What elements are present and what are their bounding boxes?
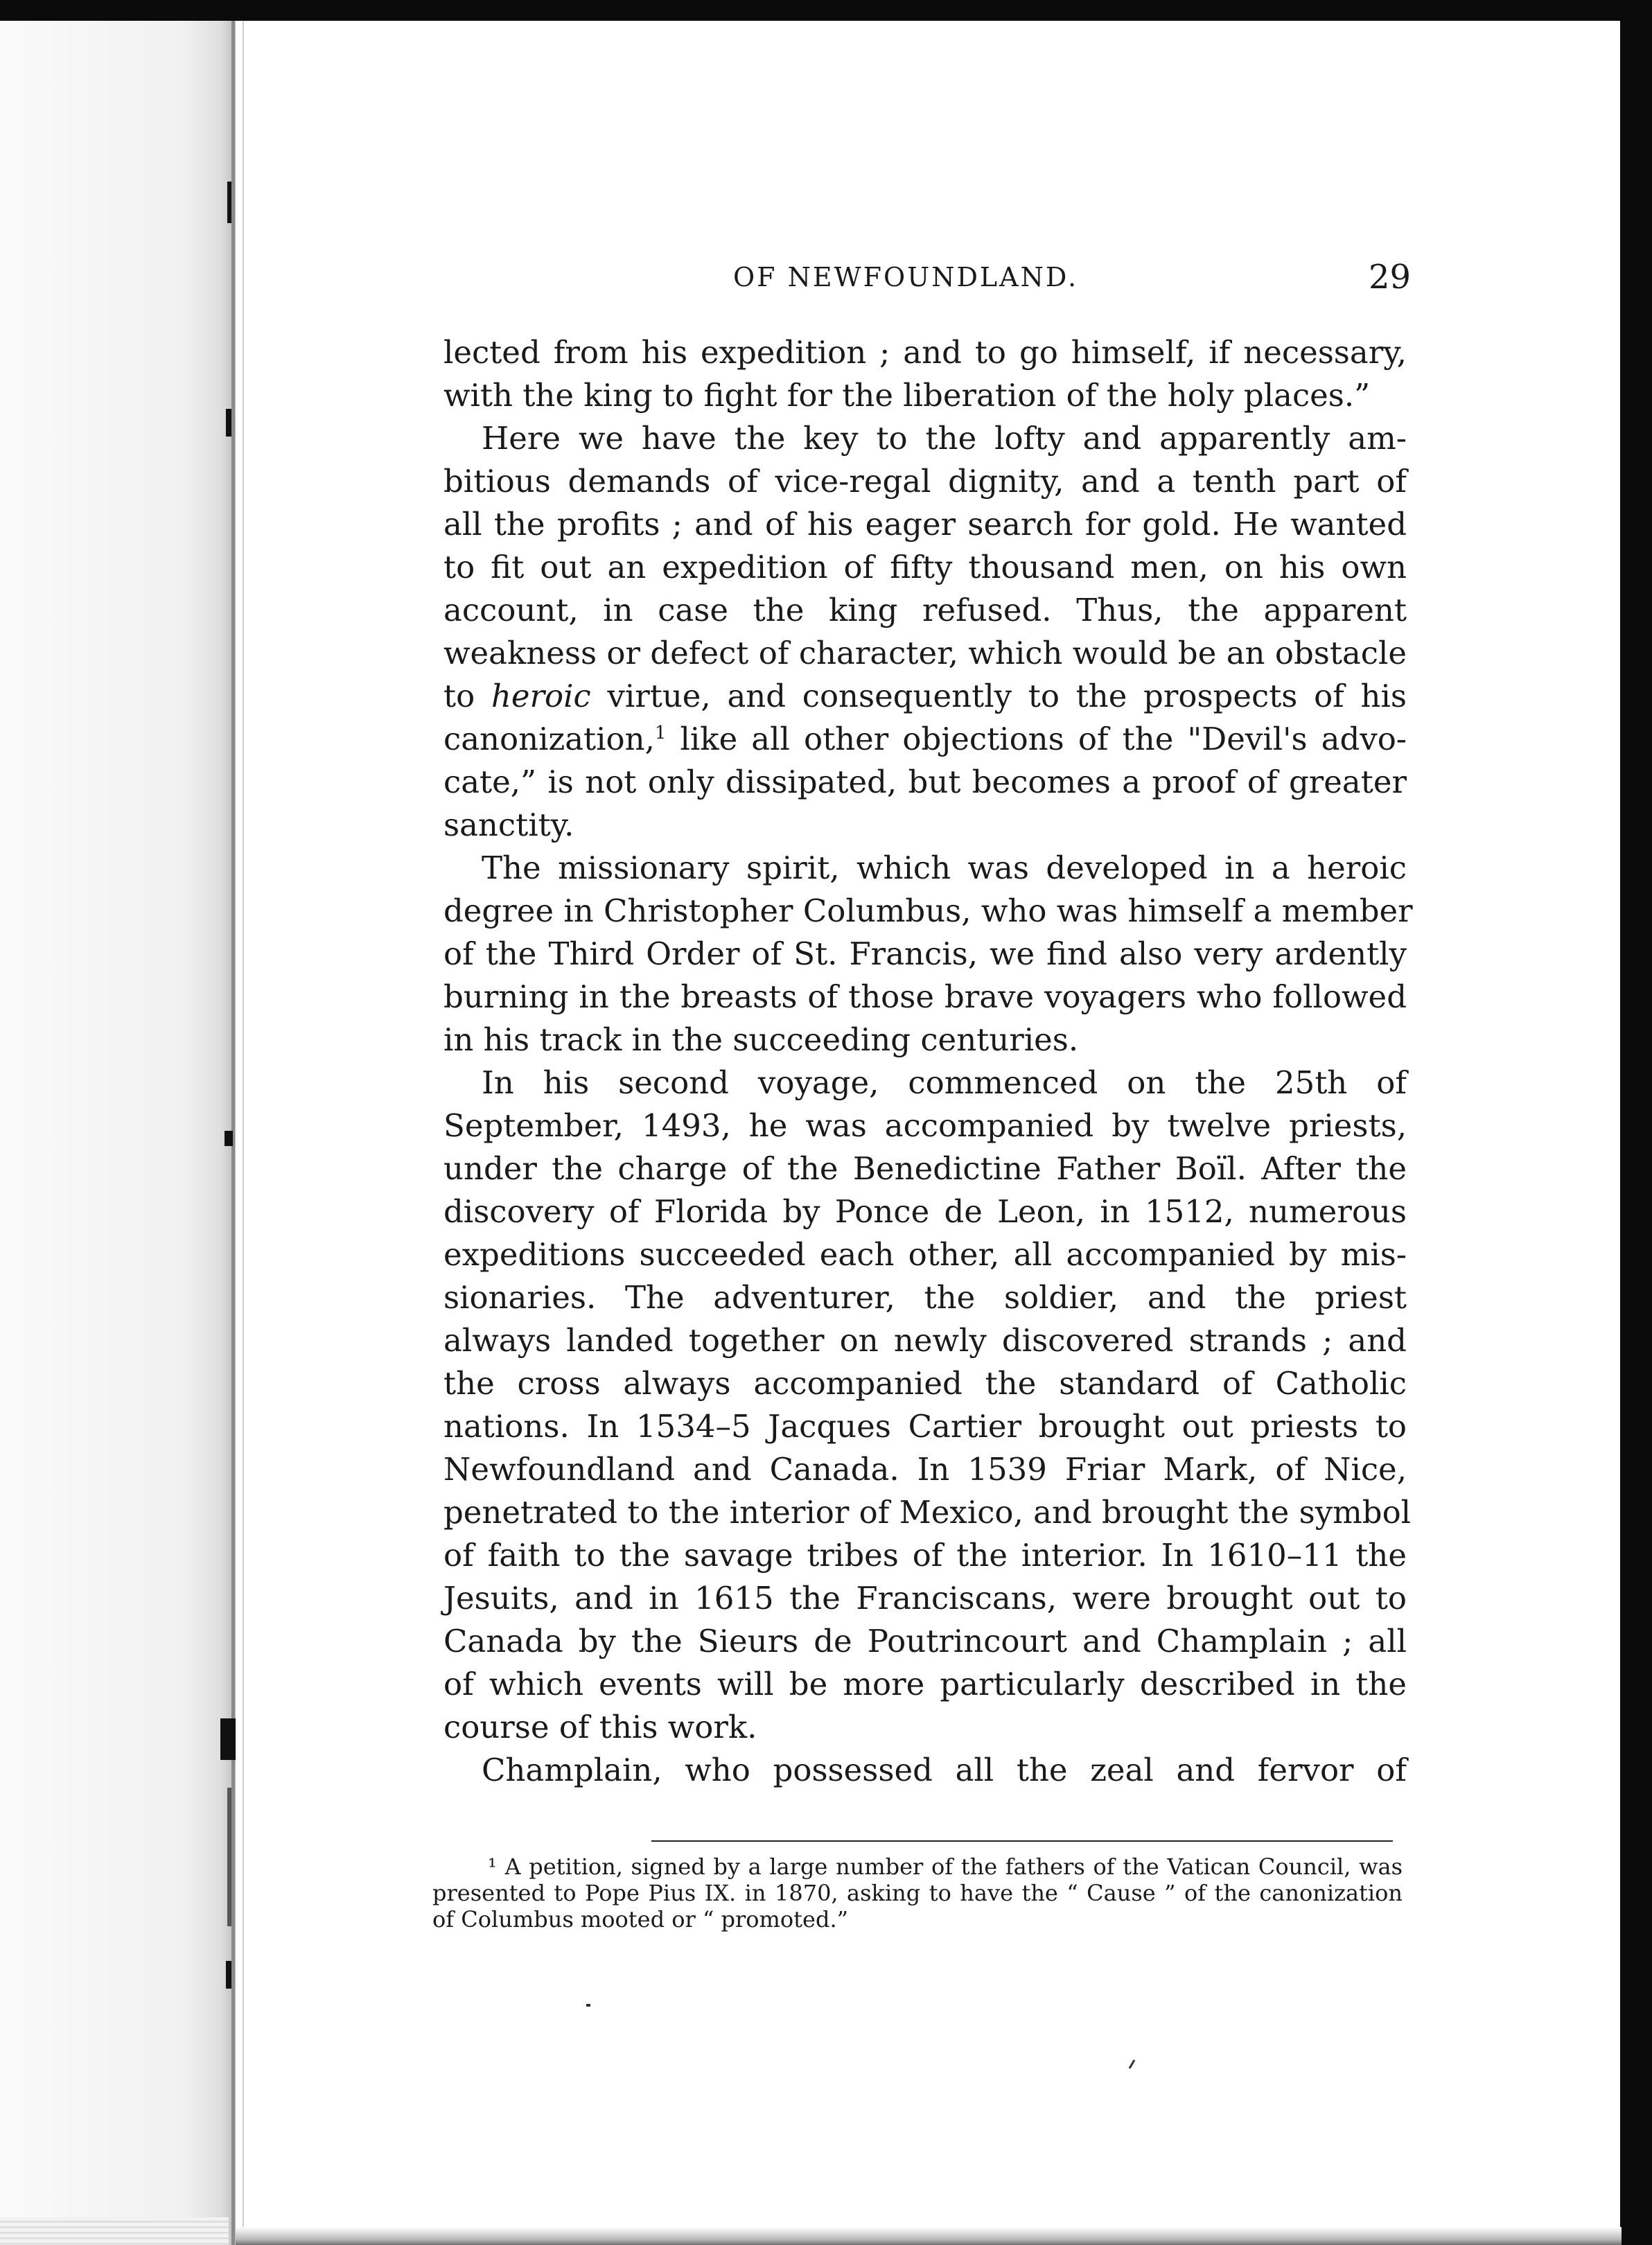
text-line: with the king to fight for the liberation of the holy places.” [443,377,1371,414]
binding-mark [225,1131,233,1146]
text-line: cate,” is not only dissipated, but becomes a proof of greater [443,764,1407,800]
text-line: weakness or defect of character, which would be an obstacle [443,635,1407,671]
text-line: Jesuits, and in 1615 the Franciscans, were brought out to [443,1580,1407,1617]
facing-page-edge [0,21,236,2245]
text-line: Champlain, who possessed all the zeal and fervor of [482,1752,1407,1788]
footnote-marker: 1 [654,723,667,743]
binding-mark [227,182,231,223]
text-line: nations. In 1534–5 Jacques Cartier brought out priests to [443,1408,1407,1445]
binding-mark [227,1788,231,1926]
text-line: in his track in the succeeding centuries. [443,1021,1079,1058]
text-line: sanctity. [443,807,574,843]
text-line: sionaries. The adventurer, the soldier, and the priest [443,1279,1407,1316]
text-line: of faith to the savage tribes of the interior. In 1610–11 the [443,1537,1407,1574]
text-line: The missionary spirit, which was developed in a heroic [482,849,1407,886]
text-line: to fit out an expedition of fifty thousand men, on his own [443,549,1407,586]
text-line: all the profits ; and of his eager search for gold. He wanted [443,506,1407,543]
binding-mark [226,409,231,437]
facing-page-bottom-edge [0,2217,229,2245]
footnote [432,1854,1403,1933]
emphasis: heroic [491,678,591,714]
text-line: course of this work. [443,1709,757,1745]
text-line: of which events will be more particularly described in the [443,1666,1407,1702]
binding-mark [220,1718,236,1760]
scan-speck [1129,2059,1136,2069]
running-title: OF NEWFOUNDLAND. [733,262,1079,292]
footnote-line: of Columbus mooted or “ promoted.” [432,1906,848,1933]
text-line: expeditions succeeded each other, all accompanied by mis- [443,1236,1407,1273]
running-header [0,258,1652,303]
text-line: always landed together on newly discovered strands ; and [443,1322,1407,1359]
page-number: 29 [1369,258,1412,297]
text-line: Here we have the key to the lofty and apparently am- [482,420,1407,457]
text-line: lected from his expedition ; and to go himself, if necessary, [443,334,1407,371]
scan-top-border [0,0,1652,21]
text-line: burning in the breasts of those brave voyagers who followed [443,978,1407,1015]
scan-right-border [1620,0,1652,2245]
text-line: canonization,$^1$ like all other objections of the "Devil's advo- [443,721,1407,757]
footnote-line: presented to Pope Pius IX. in 1870, asking to have the “ Cause ” of the canonization [432,1880,1403,1906]
scan-speck [586,2004,590,2007]
text-line: the cross always accompanied the standard of Catholic [443,1365,1407,1402]
binding-mark [226,1961,231,1989]
text-line: Canada by the Sieurs de Poutrincourt and Champlain ; all [443,1623,1407,1659]
text-line: In his second voyage, commenced on the 25th of [482,1064,1407,1101]
book-gutter-shadow [243,21,244,2245]
text-line: discovery of Florida by Ponce de Leon, in 1512, numerous [443,1193,1407,1230]
text-line: bitious demands of vice-regal dignity, and a tenth part of [443,463,1407,500]
text-line: account, in case the king refused. Thus, the apparent [443,592,1407,628]
footnote-line: ¹ A petition, signed by a large number of the fathers of the Vatican Council, was [488,1854,1403,1880]
text-line: September, 1493, he was accompanied by twelve priests, [443,1107,1407,1144]
text-line: to heroic virtue, and consequently to the prospects of his [443,678,1407,714]
main-text [443,331,1413,1792]
text-line: of the Third Order of St. Francis, we find also very ardently [443,935,1407,972]
text-line: Newfoundland and Canada. In 1539 Friar Mark, of Nice, [443,1451,1407,1488]
page-bottom-edge [236,2227,1622,2245]
text-line: penetrated to the interior of Mexico, and brought the symbol [443,1494,1412,1531]
text-line: under the charge of the Benedictine Father Boïl. After the [443,1150,1407,1187]
footnote-rule [651,1840,1393,1842]
text-line: degree in Christopher Columbus, who was himself a member [443,892,1413,929]
